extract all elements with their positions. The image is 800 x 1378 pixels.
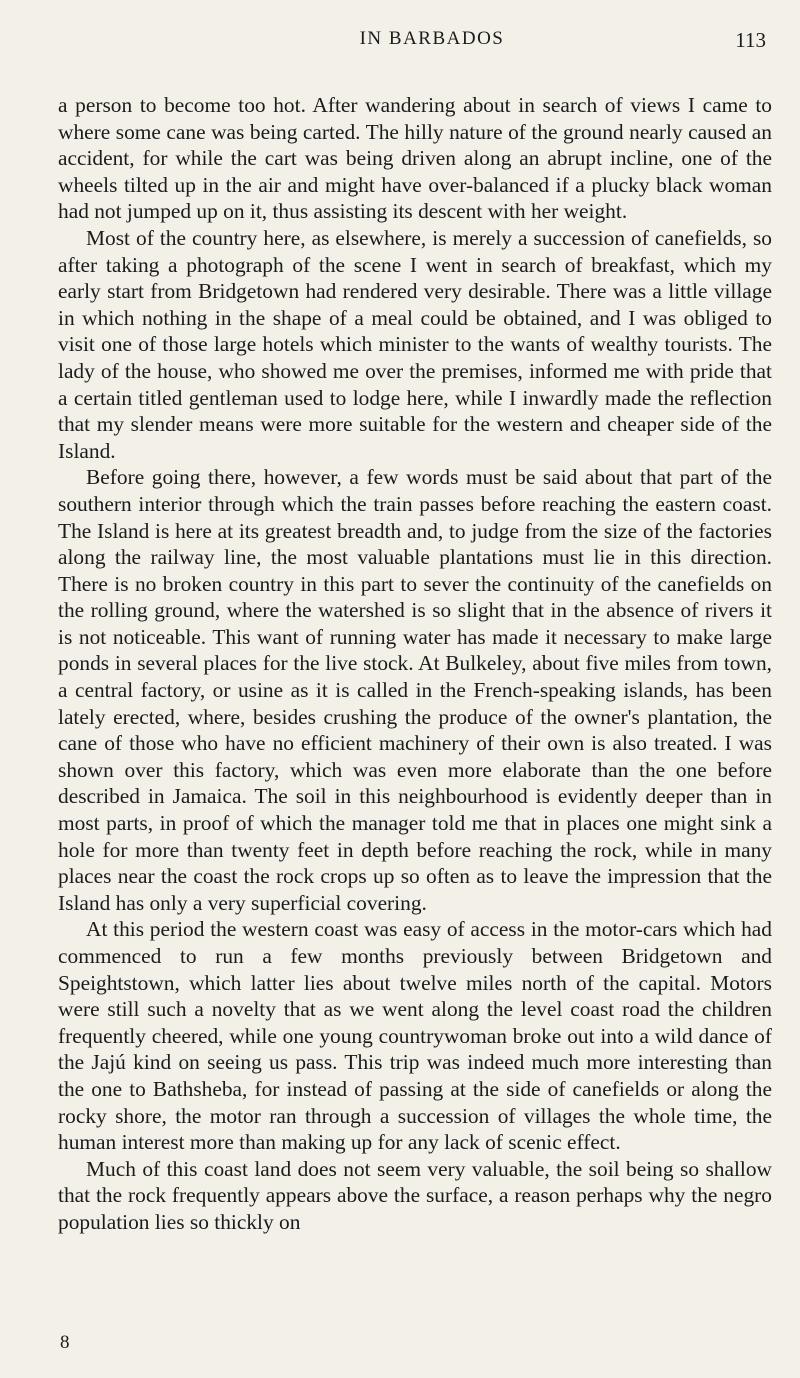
body-text (58, 92, 772, 1236)
page-header (58, 28, 772, 68)
running-head: IN BARBADOS (359, 28, 505, 49)
paragraph-5: Much of this coast land does not seem very valuable, the soil being so shallow that the rock frequently appears above the surface, a reason perhaps why the negro population lies so thickly on (58, 1156, 772, 1234)
paragraph-3: Before going there, however, a few words must be said about that part of the southern interior through which the train passes before reaching the eastern coast. The Island is here at its greatest breadth and, to judge from the size of the factories along the railway line, the most valuable plantations must lie in this direction. There is no broken country in this part to sever the continuity of the canefields on the rolling ground, where the watershed is so slight that in the absence of rivers it is not noticeable. This want of running water has made it necessary to make large ponds in several places for the live stock. At Bulkeley, about five miles from town, a central factory, or usine as it is called in the French-speaking islands, has been lately erected, where, besides crushing the produce of the owner's plantation, the cane of those who have no efficient machinery of their own is also treated. I was shown over this factory, which was even more elaborate than the one before described in Jamaica. The soil in this neighbourhood is evidently deeper than in most parts, in proof of which the manager told me that in places one might sink a hole for more than twenty feet in depth before reaching the rock, while in many places near the coast the rock crops up so often as to leave the impression that the Island has only a very superficial covering. (58, 465, 772, 915)
paragraph-2: Most of the country here, as elsewhere, is merely a succession of canefields, so after taking a photograph of the scene I went in search of breakfast, which my early start from Bridgetown had rendered very desirable. There was a little village in which nothing in the shape of a meal could be obtained, and I was obliged to visit one of those large hotels which minister to the wants of wealthy tourists. The lady of the house, who showed me over the premises, informed me with pride that a certain titled gentleman used to lodge here, while I inwardly made the reflection that my slender means were more suitable for the western and cheaper side of the Island. (58, 225, 772, 463)
paragraph-1: a person to become too hot. After wandering about in search of views I came to where some cane was being carted. The hilly nature of the ground nearly caused an accident, for while the cart was being driven along an abrupt incline, one of the wheels tilted up in the air and might have over-balanced if a plucky black woman had not jumped up on it, thus assisting its descent with her weight. (58, 93, 772, 224)
page-number: 113 (735, 28, 766, 52)
signature-mark: 8 (60, 1332, 70, 1353)
book-page (58, 28, 772, 1358)
paragraph-4: At this period the western coast was easy of access in the motor-cars which had commenced to run a few months previously between Bridgetown and Speightstown, which latter lies about twelve miles north of the capital. Motors were still such a novelty that as we went along the level coast road the children frequently cheered, while one young countrywoman broke out into a wild dance of the Jajú kind on seeing us pass. This trip was indeed much more interesting than the one to Bathsheba, for instead of passing at the side of canefields or along the rocky shore, the motor ran through a succession of villages the whole time, the human interest more than making up for any lack of scenic effect. (58, 917, 772, 1155)
